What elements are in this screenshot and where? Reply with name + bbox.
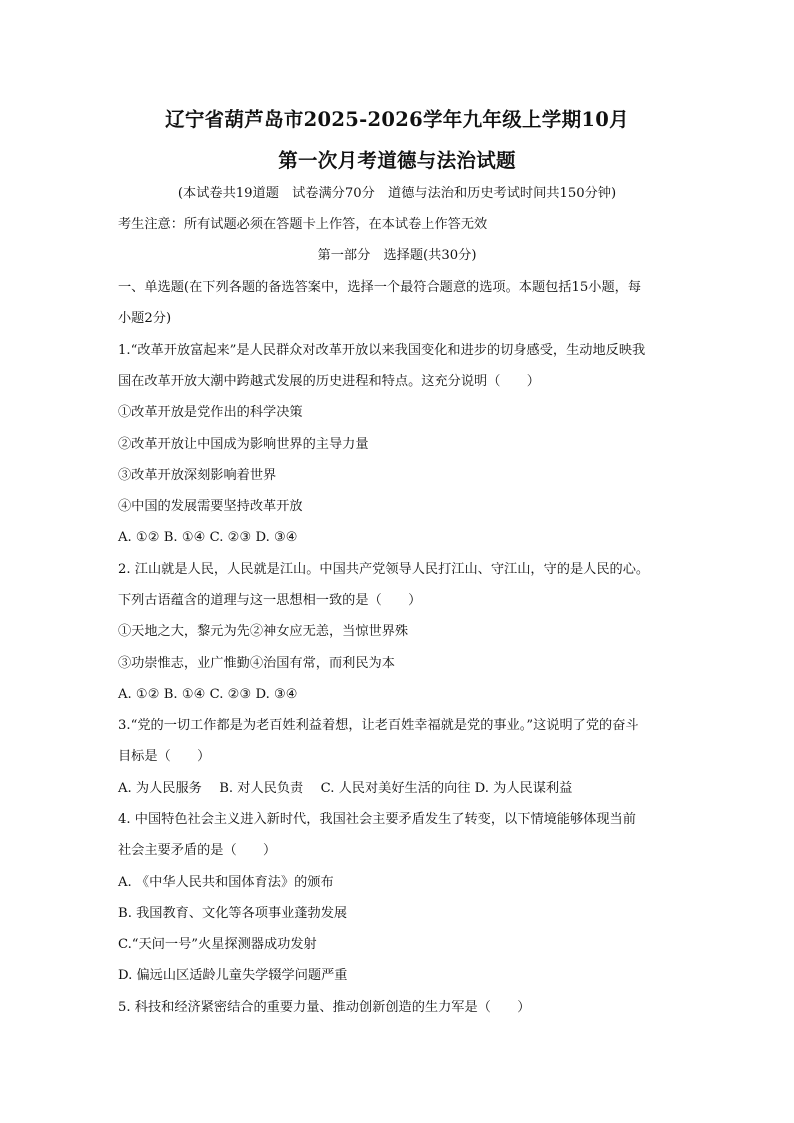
section-heading-line2: 小题2分) — [118, 311, 172, 326]
q1-item-2: ②改革开放让中国成为影响世界的主导力量 — [118, 437, 369, 452]
q1-options: A. ①② B. ①④ C. ②③ D. ③④ — [118, 530, 298, 545]
q1-item-3: ③改革开放深刻影响着世界 — [118, 468, 277, 483]
q2-stem-line2: 下列古语蕴含的道理与这一思想相一致的是（ ） — [118, 593, 422, 608]
exam-title-line2: 第一次月考道德与法治试题 — [278, 149, 516, 172]
exam-notice: 考生注意：所有试题必须在答题卡上作答，在本试卷上作答无效 — [118, 217, 488, 232]
q2-stem-line1: 2. 江山就是人民，人民就是江山。中国共产党领导人民打江山、守江山，守的是人民的心。 — [118, 562, 650, 577]
q2-options: A. ①② B. ①④ C. ②③ D. ③④ — [118, 687, 298, 702]
q5-stem-line1: 5. 科技和经济紧密结合的重要力量、推动创新创造的生力军是（ ） — [118, 1000, 531, 1015]
q1-stem-line2: 国在改革开放大潮中跨越式发展的历史进程和特点。这充分说明（ ） — [118, 374, 540, 389]
q4-stem-line2: 社会主要矛盾的是（ ） — [118, 843, 277, 858]
q2-item-1: ①天地之大，黎元为先②神女应无恙，当惊世界殊 — [118, 624, 409, 639]
q4-choice-c: C.“天问一号”火星探测器成功发射 — [118, 937, 317, 952]
section-heading-line1: 一、单选题(在下列各题的备选答案中，选择一个最符合题意的选项。本题包括15小题，每 — [118, 280, 642, 295]
q3-stem-line1: 3.“党的一切工作都是为老百姓利益着想，让老百姓幸福就是党的事业。”这说明了党的奋斗 — [118, 718, 639, 733]
q3-options: A. 为人民服务 B. 对人民负责 C. 人民对美好生活的向往 D. 为人民谋利益 — [118, 781, 573, 796]
q1-item-1: ①改革开放是党作出的科学决策 — [118, 405, 303, 420]
q4-choice-b: B. 我国教育、文化等各项事业蓬勃发展 — [118, 906, 348, 921]
part-title: 第一部分 选择题(共30分) — [317, 248, 477, 263]
q2-item-2: ③功崇惟志，业广惟勤④治国有常，而利民为本 — [118, 656, 395, 671]
q1-stem-line1: 1.“改革开放富起来”是人民群众对改革开放以来我国变化和进步的切身感受，生动地反映我 — [118, 343, 646, 358]
q4-stem-line1: 4. 中国特色社会主义进入新时代，我国社会主要矛盾发生了转变，以下情境能够体现当前 — [118, 812, 636, 827]
exam-info: (本试卷共19道题 试卷满分70分 道德与法治和历史考试时间共150分钟) — [177, 186, 617, 201]
q4-choice-d: D. 偏远山区适龄儿童失学辍学问题严重 — [118, 968, 348, 983]
q1-item-4: ④中国的发展需要坚持改革开放 — [118, 499, 303, 514]
q4-choice-a: A. 《中华人民共和国体育法》的颁布 — [118, 875, 334, 890]
exam-title-line1: 辽宁省葫芦岛市2025-2026学年九年级上学期10月 — [165, 108, 629, 131]
q3-stem-line2: 目标是（ ） — [118, 749, 211, 764]
